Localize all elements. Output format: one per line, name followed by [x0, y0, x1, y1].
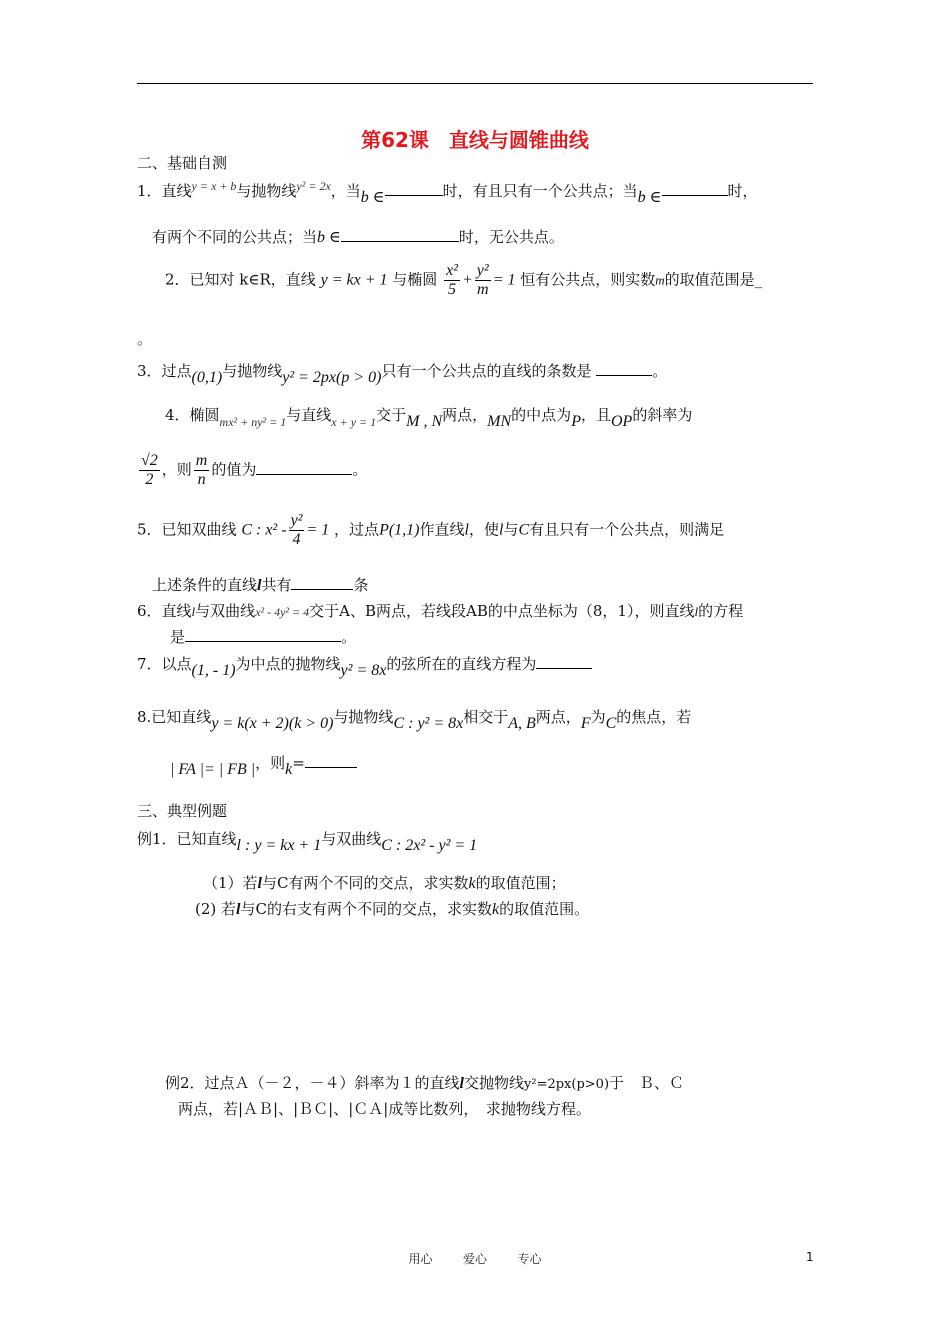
question-6-line-2 — [170, 626, 356, 647]
q5-l-2: l — [498, 521, 504, 539]
q2-text-b: 与椭圆 — [392, 270, 438, 289]
ex2-l: l — [459, 1075, 464, 1092]
q5-text-i: 条 — [353, 576, 369, 594]
ex1-text-a: 例1．已知直线 — [137, 830, 237, 848]
question-4-line-1 — [165, 404, 693, 430]
q4-text-g: 的斜率为 — [632, 406, 693, 424]
q5-text-e: 与 — [503, 520, 519, 539]
q2-frac-y: $\frac{\text{y²}}{m}$ — [476, 262, 489, 298]
question-8-line-1 — [137, 706, 692, 732]
q6-text-a: 6．直线 — [137, 602, 192, 620]
q4-mn: M , N — [406, 413, 443, 430]
q4-text-d: 两点， — [442, 406, 488, 424]
q6-l: l — [191, 604, 196, 619]
q1-eq-line: y = x + b — [191, 179, 237, 193]
example-1-part-2 — [195, 898, 589, 919]
example-1-statement — [137, 828, 478, 854]
q1-blank-3[interactable] — [341, 227, 459, 242]
footer-text-1: 用心 — [408, 1252, 433, 1266]
question-8-line-2 — [170, 752, 357, 778]
q1-blank-2[interactable] — [662, 181, 728, 196]
q5-text-c: 作直线 — [419, 520, 465, 539]
q5-l: l — [464, 521, 469, 539]
q4-text-a: 4．椭圆 — [165, 406, 220, 424]
q4-text-e: 的中点为 — [511, 406, 572, 424]
ex1-p2-k: k — [491, 901, 500, 918]
q6-l-2: l — [694, 604, 699, 619]
q5-text-b: ，过点 — [334, 520, 380, 539]
ex1-p2-text-c: 的取值范围。 — [499, 900, 590, 918]
q3-point: (0,1) — [191, 369, 223, 386]
q4-mn-2: MN — [487, 413, 512, 430]
q4-text-j: 。 — [352, 460, 368, 479]
q7-text-b: 为中点的抛物线 — [235, 655, 341, 673]
q3-text-c: 只有一个公共点的直线的条数是 — [381, 362, 592, 380]
q4-text-c: 交于 — [376, 406, 407, 424]
example-2-line-1 — [165, 1072, 684, 1093]
footer-text-2: 爱心 — [462, 1252, 487, 1266]
ex1-p2-text-b: 与C的右支有两个不同的交点，求实数 — [240, 900, 492, 918]
question-4-line-2 — [137, 452, 367, 489]
q6-text-d: 的方程 — [698, 602, 744, 620]
question-5-line-2 — [152, 574, 369, 595]
q5-frac: $\frac{\text{y²}}{4}$ — [290, 512, 303, 548]
q1-text-d: 时，有且只有一个公共点；当 — [442, 182, 638, 200]
q1-text-b: 与抛物线 — [236, 182, 297, 200]
q3-text-d: 。 — [652, 362, 668, 380]
q6-eq-hyperbola: x² - 4y² = 4 — [255, 605, 310, 619]
q5-text-a: 5．已知双曲线 — [137, 520, 237, 539]
question-5-line-1 — [137, 512, 724, 549]
q8-eq-line: y = k(x + 2)(k > 0) — [211, 715, 334, 732]
q8-text-c: 相交于 — [463, 708, 509, 726]
ex1-p2-text-a: (2) 若 — [195, 900, 237, 918]
q2-text-d: 的取值范围是_ — [664, 270, 763, 289]
q8-text-a: 8.已知直线 — [137, 708, 212, 726]
section-heading-basic: 二、基础自测 — [137, 154, 228, 172]
q8-text-e: 为 — [590, 708, 606, 726]
question-2-line-1: 2．已知对 k∈R，直线 y = kx + 1 与椭圆 $\frac{\text{x²}}{5}$ + $\frac{\text{y²}}{m}$ = 1 恒有公共点，则实数m的取值范围是_ — [165, 262, 763, 298]
q6-text-f: 。 — [341, 628, 357, 646]
footer-text-3: 专心 — [517, 1252, 542, 1266]
ex2-eq-parabola: y²=2px(p>0) — [524, 1077, 610, 1092]
q2-eq-line: y = kx + 1 — [320, 271, 388, 289]
q4-blank[interactable] — [256, 460, 352, 475]
ex2-text-b: 交抛物线 — [464, 1074, 525, 1092]
ex1-eq-hyperbola: C : 2x² - y² = 1 — [381, 837, 478, 854]
q4-eq-line: x + y = 1 — [331, 415, 377, 429]
q1-b-in-2: b ∈ — [637, 189, 662, 206]
q1-text-a: 1．直线 — [137, 182, 192, 200]
q8-c: C — [605, 715, 617, 732]
q4-text-f: ，且 — [580, 406, 611, 424]
q3-text-b: 与抛物线 — [222, 362, 283, 380]
header-rule — [137, 83, 813, 84]
question-1-line-1 — [137, 179, 758, 206]
ex1-p1-l: l — [257, 875, 262, 892]
q6-text-c: 交于A、B两点，若线段AB的中点坐标为（8，1），则直线 — [309, 602, 695, 620]
q4-text-i: 的值为 — [211, 460, 257, 479]
q8-condition: | FA |= | FB | — [170, 761, 256, 778]
q5-eq-c: C : x² - — [241, 521, 287, 539]
example-1-part-1 — [203, 872, 566, 893]
q7-text-c: 的弦所在的直线方程为 — [386, 655, 537, 673]
q6-text-e: 是 — [170, 628, 186, 646]
q5-text-f: 有且只有一个公共点，则满足 — [529, 520, 725, 539]
q3-blank[interactable] — [596, 361, 652, 376]
q8-text-h: ，则 — [255, 754, 286, 772]
q1-b-in-1: b ∈ — [360, 189, 385, 206]
q8-ab: A, B — [508, 715, 536, 732]
page-number: 1 — [806, 1250, 814, 1264]
question-2-end: 。 — [137, 330, 153, 348]
page-title: 第62课 直线与圆锥曲线 — [361, 128, 589, 152]
q1-text-c: ，当 — [330, 182, 361, 200]
q4-frac-sqrt2: $\frac{√2}{2}$ — [141, 452, 158, 488]
q6-text-b: 与双曲线 — [195, 602, 256, 620]
q1-text-g: 时，无公共点。 — [458, 228, 564, 246]
q1-b-in-3: b ∈ — [317, 229, 341, 246]
q4-frac-mn: $\frac{m}{n}$ — [195, 452, 208, 488]
q7-blank[interactable] — [536, 654, 592, 669]
ex2-text-a: 例2．过点Ａ（－２，－４）斜率为１的直线 — [165, 1074, 460, 1092]
question-6-line-1 — [137, 600, 743, 621]
q5-text-g: 上述条件的直线 — [152, 576, 258, 594]
q8-equals: = — [292, 754, 305, 772]
ex1-text-b: 与双曲线 — [321, 830, 382, 848]
question-3 — [137, 360, 668, 386]
q5-c: C — [518, 521, 530, 539]
q5-blank[interactable] — [291, 575, 353, 590]
q5-l-3: l — [257, 577, 262, 594]
question-1-line-2 — [152, 226, 564, 247]
q8-text-d: 两点， — [535, 708, 581, 726]
q8-f: F — [580, 715, 591, 732]
question-7 — [137, 653, 592, 679]
q4-eq-ellipse: mx² + ny² = 1 — [219, 415, 287, 429]
q1-blank-1[interactable] — [385, 181, 443, 196]
q2-eq-one: = 1 — [492, 271, 516, 289]
q8-eq-parabola: C : y² = 8x — [393, 715, 464, 732]
q3-text-a: 3．过点 — [137, 362, 192, 380]
q5-text-d: ，使 — [468, 520, 499, 539]
q7-eq-parabola: y² = 8x — [340, 662, 387, 679]
q8-k: k — [285, 761, 293, 778]
q4-text-b: 与直线 — [286, 406, 332, 424]
ex1-p1-text-c: 的取值范围； — [475, 874, 566, 892]
q2-text-a: 2．已知对 k∈R，直线 — [165, 270, 316, 289]
q1-text-e: 时， — [727, 182, 758, 200]
q4-p: P — [571, 413, 581, 430]
ex1-p1-k: k — [468, 875, 476, 892]
ex1-p1-text-b: 与C有两个不同的交点，求实数 — [262, 874, 469, 892]
q1-text-f: 有两个不同的公共点；当 — [152, 228, 318, 246]
section-heading-examples: 三、典型例题 — [137, 802, 228, 820]
q7-point: (1, - 1) — [191, 662, 236, 679]
q5-eq-end: = 1 — [306, 521, 330, 539]
q5-text-h: 共有 — [261, 576, 292, 594]
q4-op: OP — [610, 413, 633, 430]
q8-blank[interactable] — [305, 753, 357, 768]
q2-frac-x: $\frac{\text{x²}}{5}$ — [446, 262, 458, 298]
q8-text-g: 的焦点，若 — [616, 708, 692, 726]
ex1-p1-text-a: （1）若 — [203, 874, 258, 892]
q5-point: P(1,1) — [379, 521, 420, 539]
q3-eq-parabola: y² = 2px(p > 0) — [282, 369, 382, 386]
q2-text-c: 恒有公共点，则实数 — [520, 270, 656, 289]
q8-text-b: 与抛物线 — [333, 708, 394, 726]
ex1-eq-line: l : y = kx + 1 — [236, 837, 322, 854]
q6-blank[interactable] — [185, 627, 341, 642]
ex2-text-c: 于 Ｂ、Ｃ — [609, 1074, 685, 1092]
q2-var-m: m — [655, 272, 665, 288]
q1-eq-parabola: y² = 2x — [296, 179, 331, 193]
example-2-line-2: 两点，若|ＡＢ|、|ＢＣ|、|ＣＡ|成等比数列， 求抛物线方程。 — [178, 1100, 591, 1118]
ex1-p2-l: l — [236, 901, 241, 918]
q4-text-h: ，则 — [161, 460, 192, 479]
q7-text-a: 7．以点 — [137, 655, 192, 673]
